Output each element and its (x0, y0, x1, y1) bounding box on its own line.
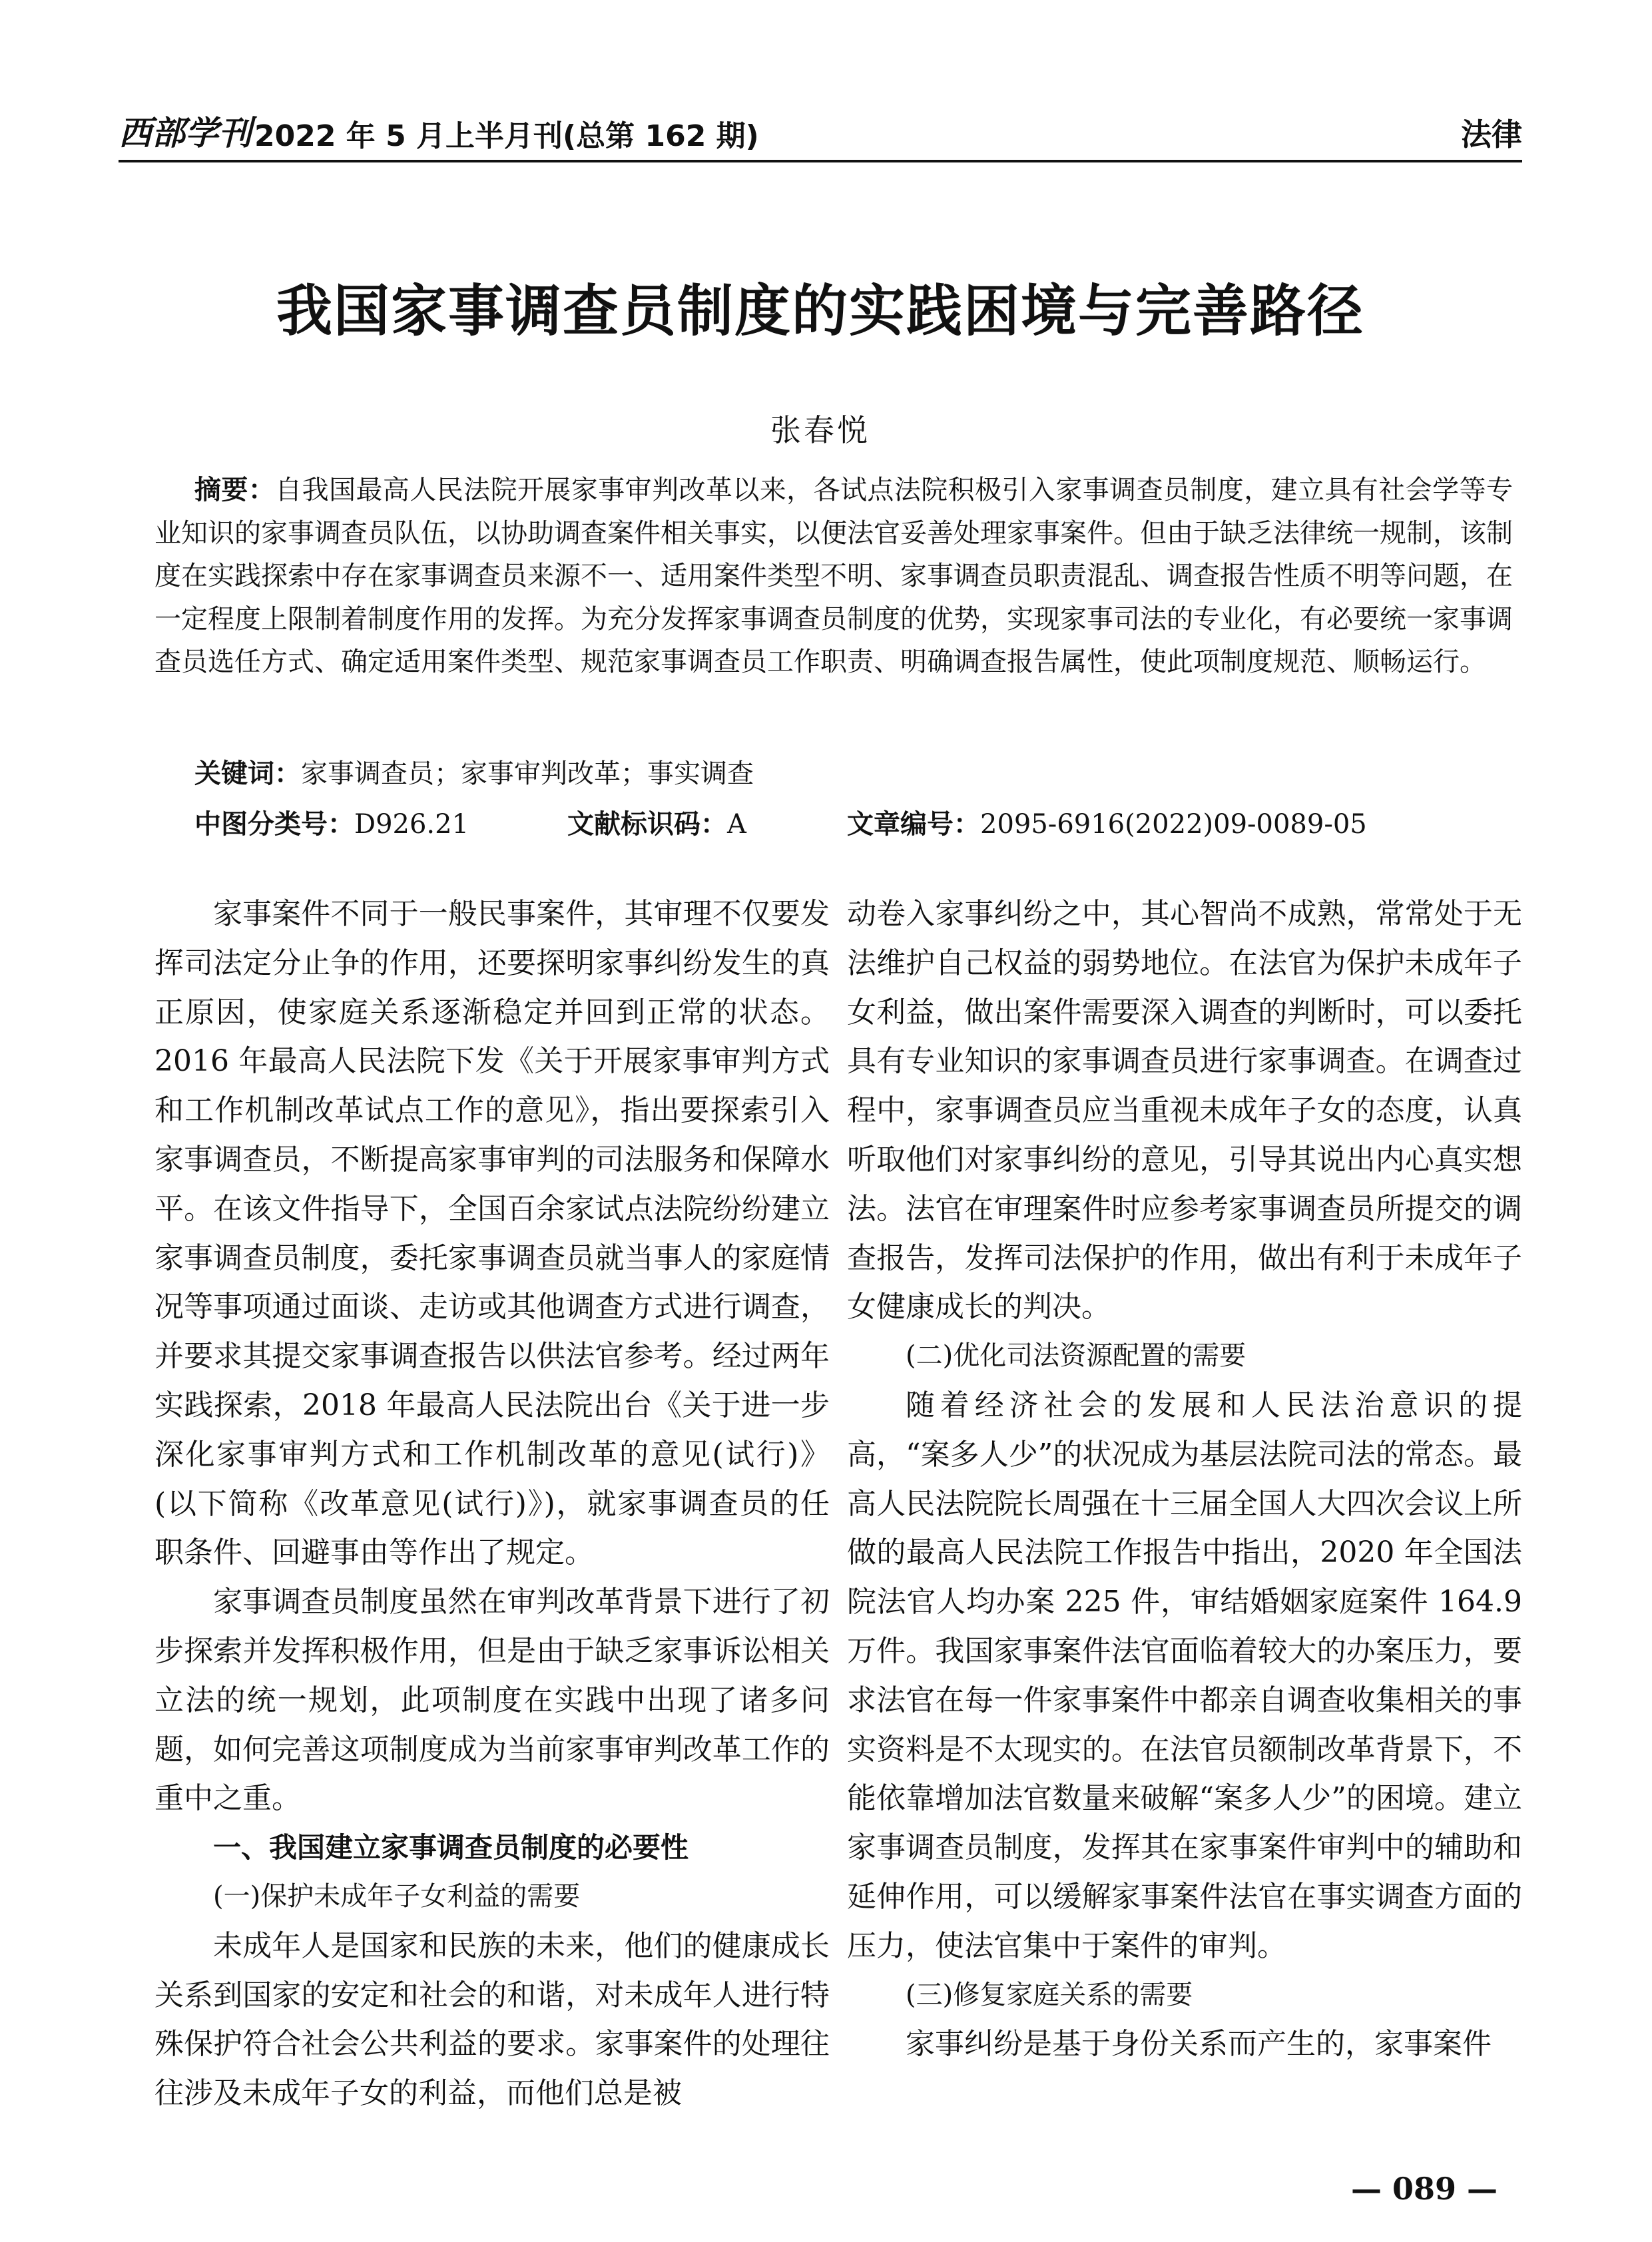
section-name: 法律 (1461, 117, 1522, 152)
article-title: 我国家事调查员制度的实践困境与完善路径 (276, 278, 1364, 344)
clc-value: D926.21 (354, 809, 469, 840)
abstract (154, 469, 1513, 684)
doc-label: 文献标识码： (567, 809, 727, 840)
clc-number (194, 803, 469, 846)
body-paragraph: 随着经济社会的发展和人民法治意识的提高，“案多人少”的状况成为基层法院司法的常态。最高人民法院院长周强在十三届全国人大四次会议上所做的最高人民法院工作报告中指出，2020 年全国法院法官人均办案 225 件，审结婚姻家庭案件 164.9 万件。我国家事案件法官面临着较大的办案压力，要求法官在每一件家事案件中都亲自调查收集相关的事实资料是不太现实的。在法官员额制改革背景下，不能依靠增加法官数量来破解“案多人少”的困境。建立家事调查员制度，发挥其在家事案件审判中的辅助和延伸作用，可以缓解家事案件法官在事实调查方面的压力，使法官集中于案件的审判。 (847, 1388, 1522, 1963)
subsection-heading: (一)保护未成年子女利益的需要 (213, 1880, 581, 1912)
subsection-heading: (三)修复家庭关系的需要 (906, 1979, 1193, 2010)
body-paragraph: 家事纠纷是基于身份关系而产生的，家事案件 (906, 2027, 1492, 2062)
doc-value: A (727, 809, 746, 840)
journal-logo: 西部学刊 (119, 113, 252, 152)
body-paragraph: 家事调查员制度虽然在审判改革背景下进行了初步探索并发挥积极作用，但是由于缺乏家事诉讼相关立法的统一规划，此项制度在实践中出现了诸多问题，如何完善这项制度成为当前家事审判改革工作的重中之重。 (154, 1585, 830, 1816)
body-paragraph: 未成年人是国家和民族的未来，他们的健康成长关系到国家的安定和社会的和谐，对未成年人进行特殊保护符合社会公共利益的要求。家事案件的处理往往涉及未成年子女的利益，而他们总是被 (154, 1928, 830, 2111)
keywords-text: 家事调查员；家事审判改革；事实调查 (301, 758, 754, 789)
article-metadata (194, 803, 1500, 846)
issue-info: 2022 年 5 月上半月刊(总第 162 期) (254, 119, 759, 153)
header-left (119, 107, 759, 160)
keywords-label: 关键词： (194, 758, 301, 789)
left-column (154, 890, 830, 2118)
page-number: — 089 — (1350, 2171, 1498, 2207)
right-column (847, 890, 1522, 2069)
subsection-heading: (二)优化司法资源配置的需要 (906, 1340, 1246, 1372)
running-header (119, 107, 1522, 162)
article-value: 2095-6916(2022)09-0089-05 (980, 809, 1367, 840)
article-label: 文章编号： (847, 809, 980, 840)
author-name: 张春悦 (770, 412, 870, 448)
article-number (847, 803, 1367, 846)
section-heading: 一、我国建立家事调查员制度的必要性 (213, 1831, 689, 1864)
document-code (567, 803, 746, 846)
clc-label: 中图分类号： (194, 809, 354, 840)
body-paragraph: 动卷入家事纠纷之中，其心智尚不成熟，常常处于无法维护自己权益的弱势地位。在法官为保护未成年子女利益，做出案件需要深入调查的判断时，可以委托具有专业知识的家事调查员进行家事调查。在调查过程中，家事调查员应当重视未成年子女的态度，认真听取他们对家事纠纷的意见，引导其说出内心真实想法。法官在审理案件时应参考家事调查员所提交的调查报告，发挥司法保护的作用，做出有利于未成年子女健康成长的判决。 (847, 897, 1522, 1324)
abstract-text: 自我国最高人民法院开展家事审判改革以来，各试点法院积极引入家事调查员制度，建立具有社会学等专业知识的家事调查员队伍，以协助调查案件相关事实，以便法官妥善处理家事案件。但由于缺乏法律统一规制，该制度在实践探索中存在家事调查员来源不一、适用案件类型不明、家事调查员职责混乱、调查报告性质不明等问题，在一定程度上限制着制度作用的发挥。为充分发挥家事调查员制度的优势，实现家事司法的专业化，有必要统一家事调查员选任方式、确定适用案件类型、规范家事调查员工作职责、明确调查报告属性，使此项制度规范、顺畅运行。 (154, 475, 1513, 677)
abstract-label: 摘要： (194, 475, 276, 505)
body-paragraph: 家事案件不同于一般民事案件，其审理不仅要发挥司法定分止争的作用，还要探明家事纠纷发生的真正原因，使家庭关系逐渐稳定并回到正常的状态。2016 年最高人民法院下发《关于开展家事审判方式和工作机制改革试点工作的意见》，指出要探索引入家事调查员，不断提高家事审判的司法服务和保障水平。在该文件指导下，全国百余家试点法院纷纷建立家事调查员制度，委托家事调查员就当事人的家庭情况等事项通过面谈、走访或其他调查方式进行调查，并要求其提交家事调查报告以供法官参考。经过两年实践探索，2018 年最高人民法院出台《关于进一步深化家事审判方式和工作机制改革的意见(试行)》(以下简称《改革意见(试行)》)，就家事调查员的任职条件、回避事由等作出了规定。 (154, 897, 830, 1570)
keywords (194, 752, 1500, 795)
